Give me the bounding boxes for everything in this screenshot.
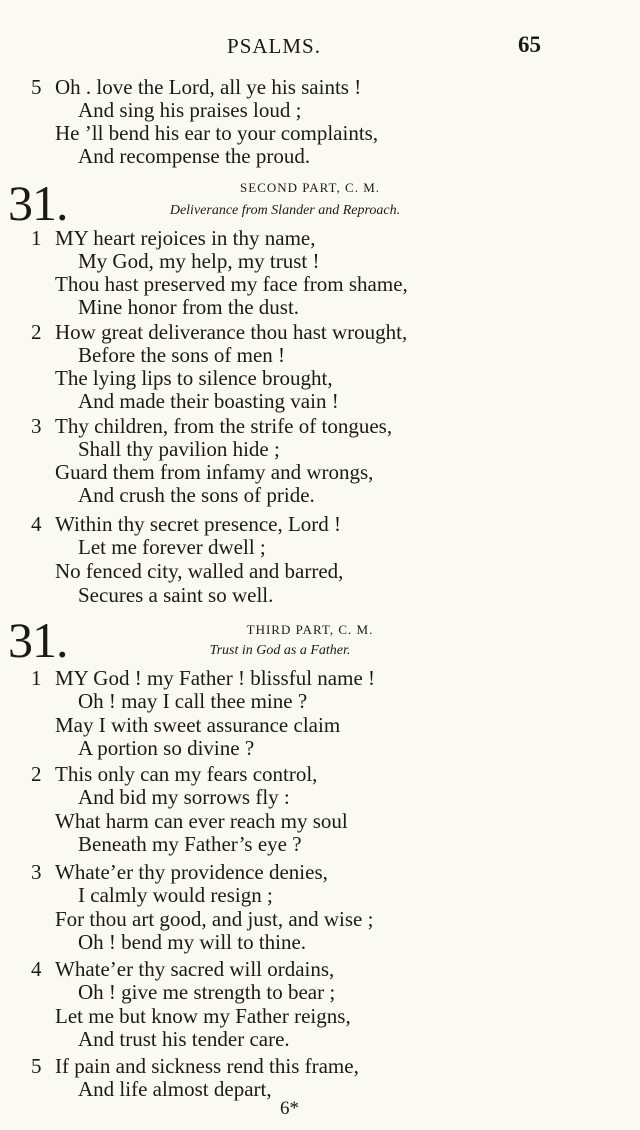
section2-stanza-number: 1 [31,666,42,690]
section1-stanza-line: And made their boasting vain ! [78,389,339,413]
section2-stanza-line: For thou art good, and just, and wise ; [55,907,374,931]
top-stanza-line: Oh . love the Lord, all ye his saints ! [55,75,362,99]
section1-stanza-line: Thou hast preserved my face from shame, [55,272,408,296]
top-stanza-line: He ’ll bend his ear to your complaints, [55,121,379,145]
section2-stanza-line: Oh ! bend my will to thine. [78,930,307,954]
section1-stanza-line: Within thy secret presence, Lord ! [55,512,342,536]
section1-stanza-line: Secures a saint so well. [78,583,274,607]
psalm-number: 31. [8,612,68,668]
section2-stanza-line: Whate’er thy sacred will ordains, [55,957,335,981]
psalm-number: 31. [8,175,68,231]
section2-stanza-line: This only can my fears control, [55,762,318,786]
psalm-subject: Trust in God as a Father. [209,643,351,658]
section1-stanza-line: The lying lips to silence brought, [55,366,333,390]
section2-stanza-line: Beneath my Father’s eye ? [78,832,302,856]
section2-stanza-line: Let me but know my Father reigns, [55,1004,351,1028]
section1-stanza-line: Mine honor from the dust. [78,295,300,319]
section2-stanza-line: Oh ! may I call thee mine ? [78,689,308,713]
psalm-subject: Deliverance from Slander and Reproach. [169,203,401,218]
part-title: THIRD PART, C. M. [246,622,374,637]
section1-stanza-line: How great deliverance thou hast wrought, [55,320,408,344]
section1-stanza-line: Thy children, from the strife of tongues, [55,414,393,438]
section2-stanza-line: And life almost depart, [78,1077,272,1101]
section1-stanza-number: 3 [31,414,42,438]
top-stanza-number: 5 [31,75,42,99]
section2-stanza-number: 3 [31,860,42,884]
section2-stanza-line: A portion so divine ? [78,736,255,760]
section1-stanza-number: 2 [31,320,42,344]
section1-stanza-number: 1 [31,226,42,250]
section2-stanza-line: If pain and sickness rend this frame, [55,1054,359,1078]
section1-stanza-line: Shall thy pavilion hide ; [78,437,280,461]
signature-mark: 6* [280,1098,299,1119]
section1-stanza-line: Guard them from infamy and wrongs, [55,460,374,484]
section2-stanza-line: And bid my sorrows fly : [78,785,290,809]
page-number: 65 [518,32,541,57]
section2-stanza-line: Whate’er thy providence denies, [55,860,328,884]
section2-stanza-line: And trust his tender care. [78,1027,290,1051]
section1-stanza-line: And crush the sons of pride. [78,483,315,507]
section2-stanza-line: What harm can ever reach my soul [55,809,348,833]
section1-stanza-line: MY heart rejoices in thy name, [55,226,316,250]
section1-stanza-line: No fenced city, walled and barred, [55,559,344,583]
section1-stanza-line: Before the sons of men ! [78,343,286,367]
section2-stanza-number: 2 [31,762,42,786]
top-stanza-line: And recompense the proud. [78,144,311,168]
section2-stanza-number: 5 [31,1054,42,1078]
page-header [0,32,640,62]
section2-stanza-line: May I with sweet assurance claim [55,713,341,737]
top-stanza-line: And sing his praises loud ; [78,98,302,122]
section2-stanza-line: I calmly would resign ; [78,883,273,907]
section2-stanza-line: MY God ! my Father ! blissful name ! [55,666,376,690]
section1-stanza-number: 4 [31,512,42,536]
section1-stanza-line: Let me forever dwell ; [78,535,266,559]
part-title: SECOND PART, C. M. [239,180,381,195]
section2-stanza-line: Oh ! give me strength to bear ; [78,980,336,1004]
section2-stanza-number: 4 [31,957,42,981]
section1-stanza-line: My God, my help, my trust ! [78,249,320,273]
running-title: PSALMS. [227,34,321,58]
